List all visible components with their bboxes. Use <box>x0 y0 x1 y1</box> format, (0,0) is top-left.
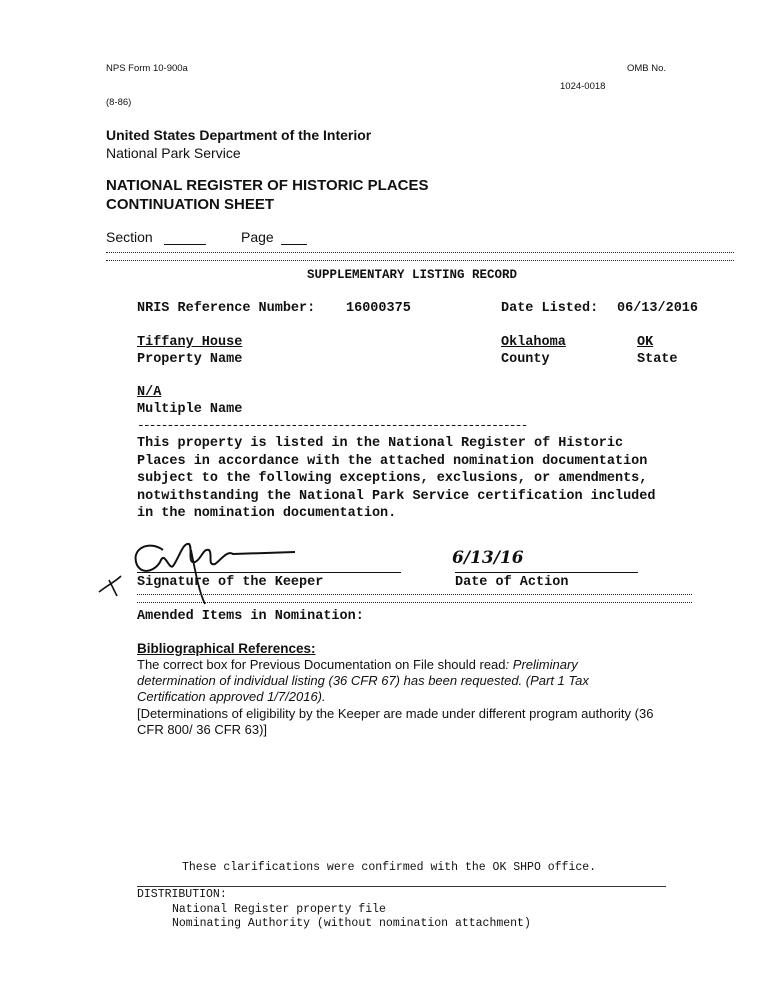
multiple-name-label: Multiple Name <box>137 402 243 417</box>
statement-line-3: subject to the following exceptions, exclusions, or amendments, <box>137 471 648 486</box>
form-title: NATIONAL REGISTER OF HISTORIC PLACES <box>106 177 429 194</box>
property-name-value: Tiffany House <box>137 335 243 350</box>
nris-label: NRIS Reference Number: <box>137 301 316 316</box>
statement-line-4: notwithstanding the National Park Service certification included <box>137 489 656 504</box>
section-label: Section <box>106 229 153 245</box>
bibliography-line-1-plain: The correct box for Previous Documentation on File should read <box>137 657 506 672</box>
state-label: State <box>637 352 678 367</box>
statement-line-1: This property is listed in the National Register of Historic <box>137 436 624 451</box>
bibliography-line-5: CFR 800/ 36 CFR 63)] <box>137 722 268 737</box>
signature-separator <box>137 594 692 603</box>
header-separator <box>106 252 734 261</box>
multiple-name-value: N/A <box>137 385 162 400</box>
date-of-action-label: Date of Action <box>455 575 569 590</box>
statement-line-5: in the nomination documentation. <box>137 506 397 521</box>
bibliography-line-1 <box>137 657 578 672</box>
bibliography-line-2: determination of individual listing (36 CFR 67) has been requested. (Part 1 Tax <box>137 673 589 688</box>
page-label: Page <box>241 229 274 245</box>
handwritten-date: 6/13/16 <box>452 548 524 568</box>
amended-items-label: Amended Items in Nomination: <box>137 609 364 624</box>
bibliography-line-1-italic: Preliminary <box>512 657 578 672</box>
bibliography-heading: Bibliographical References: <box>137 641 316 656</box>
nris-value: 16000375 <box>346 301 411 316</box>
distribution-rule <box>137 886 666 887</box>
distribution-label: DISTRIBUTION: <box>137 888 227 901</box>
bibliography-line-1-colon: : <box>505 657 510 672</box>
form-date: (8-86) <box>106 97 132 108</box>
form-number: NPS Form 10-900a <box>106 63 188 74</box>
form-subtitle: CONTINUATION SHEET <box>106 196 275 213</box>
distribution-item: National Register property file <box>172 903 386 916</box>
property-name-label: Property Name <box>137 352 243 367</box>
omb-number: 1024-0018 <box>560 81 606 92</box>
dash-separator: ------------------------------------------------------------------ <box>137 418 527 433</box>
date-listed-label: Date Listed: <box>501 301 599 316</box>
record-heading: SUPPLEMENTARY LISTING RECORD <box>307 268 518 282</box>
county-label: County <box>501 352 550 367</box>
bibliography-line-4: [Determinations of eligibility by the Keeper are made under different program authority (36 <box>137 706 654 721</box>
distribution-item: Nominating Authority (without nomination attachment) <box>172 917 531 930</box>
page-field <box>281 228 307 245</box>
department-name: United States Department of the Interior <box>106 127 372 143</box>
clarification-note: These clarifications were confirmed with the OK SHPO office. <box>182 861 597 874</box>
statement-line-2: Places in accordance with the attached nomination documentation <box>137 454 648 469</box>
omb-label: OMB No. <box>627 63 667 74</box>
bibliography-line-3: Certification approved 1/7/2016). <box>137 689 326 704</box>
county-value: Oklahoma <box>501 335 566 350</box>
date-listed-value: 06/13/2016 <box>617 301 699 316</box>
agency-name: National Park Service <box>106 145 241 161</box>
signature-label: Signature of the Keeper <box>137 575 324 590</box>
state-value: OK <box>637 335 654 350</box>
section-field <box>164 228 206 245</box>
